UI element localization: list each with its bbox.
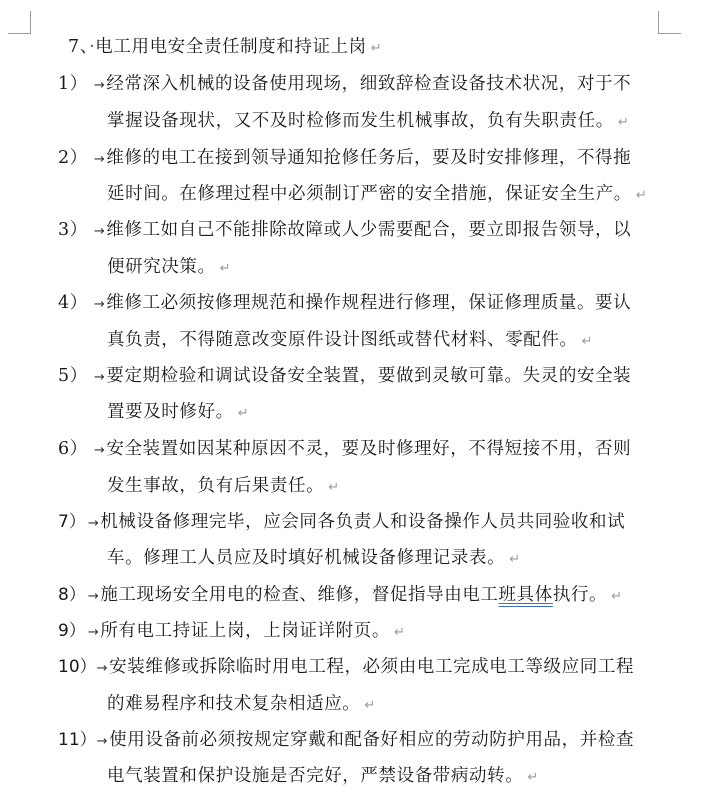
list-item-5-line-1 <box>58 364 631 390</box>
item-number: 8） <box>58 585 86 605</box>
item-text: 使用设备前必须按规定穿戴和配备好相应的劳动防护用品，并检查 <box>109 730 635 750</box>
list-item-6-line-2 <box>107 474 340 500</box>
paragraph-mark-icon: ↵ <box>527 770 539 785</box>
paragraph-mark-icon: ↵ <box>635 188 648 203</box>
item-number: 1） <box>58 74 88 94</box>
item-number: 11） <box>58 730 97 750</box>
item-text: 的难易程序和技术复杂相适应。 <box>107 694 361 714</box>
grammar-flagged-text[interactable]: 班具体 <box>498 585 553 605</box>
list-item-4-line-1 <box>58 291 631 317</box>
paragraph-mark-icon: ↵ <box>237 406 250 421</box>
item-text: 维修的电工在接到领导通知抢修任务后，要及时安排修理，不得拖 <box>106 148 632 168</box>
item-text: 置要及时修好。 <box>107 402 234 422</box>
tab-arrow-icon: → <box>93 443 106 458</box>
list-item-9-line-1 <box>58 619 405 645</box>
list-item-7-line-2 <box>107 546 521 572</box>
tab-arrow-icon: → <box>87 516 100 531</box>
tab-arrow-icon: → <box>96 661 109 676</box>
paragraph-mark-icon: ↵ <box>393 625 406 640</box>
item-text-tail: 执行。 <box>552 585 608 605</box>
list-item-11-line-1 <box>58 728 634 754</box>
tab-arrow-icon: → <box>87 589 100 604</box>
list-item-1-line-2 <box>107 109 629 135</box>
paragraph-mark-icon: ↵ <box>219 261 232 276</box>
item-text: 电气装置和保护设施是否完好，严禁设备带病动转。 <box>107 766 524 786</box>
item-text: 延时间。在修理过程中必须制订严密的安全措施，保证安全生产。 <box>107 184 632 204</box>
list-item-11-line-2 <box>107 764 539 790</box>
item-number: 9） <box>58 621 86 641</box>
item-number: 5） <box>58 366 88 386</box>
item-text: 经常深入机械的设备使用现场，细致辞检查设备技术状况，对于不 <box>106 74 632 94</box>
paragraph-mark-icon: ↵ <box>509 552 521 567</box>
item-text: 施工现场安全用电的检查、维修，督促指导由电工 <box>100 585 499 605</box>
paragraph-mark-icon: ↵ <box>364 698 376 713</box>
tab-arrow-icon: → <box>93 370 106 385</box>
list-item-8-line-1 <box>58 583 623 609</box>
list-item-10-line-2 <box>107 692 376 718</box>
tab-arrow-icon: → <box>96 734 109 749</box>
item-text: 机械设备修理完毕，应会同各负责人和设备操作人员共同验收和试 <box>100 512 626 532</box>
list-item-10-line-1 <box>58 655 634 681</box>
item-text: 掌握设备现状，又不及时检修而发生机械事故，负有失职责任。 <box>107 111 614 131</box>
list-item-6-line-1 <box>58 437 631 463</box>
list-item-1-line-1 <box>58 72 631 98</box>
space-marker: · <box>89 37 96 57</box>
item-text: 车。修理工人员应及时填好机械设备修理记录表。 <box>107 548 506 568</box>
item-text: 便研究决策。 <box>107 257 216 277</box>
item-number: 3） <box>58 220 88 240</box>
paragraph-mark-icon: ↵ <box>617 115 630 130</box>
section-heading <box>68 35 382 61</box>
item-text: 发生事故，负有后果责任。 <box>107 476 325 496</box>
item-text: 安装维修或拆除临时用电工程，必须由电工完成电工等级应同工程 <box>109 657 635 677</box>
list-item-2-line-1 <box>58 146 631 172</box>
item-text: 要定期检验和调试设备安全装置，要做到灵敏可靠。失灵的安全装 <box>106 366 632 386</box>
tab-arrow-icon: → <box>93 224 106 239</box>
item-text: 安全装置如因某种原因不灵，要及时修理好，不得短接不用，否则 <box>106 439 632 459</box>
list-item-4-line-2 <box>107 328 593 354</box>
item-text: 维修工如自己不能排除故障或人少需要配合，要立即报告领导，以 <box>106 220 632 240</box>
paragraph-mark-icon: ↵ <box>581 334 594 349</box>
list-item-7-line-1 <box>58 510 625 536</box>
tab-arrow-icon: → <box>93 152 106 167</box>
item-number: 4） <box>58 293 88 313</box>
item-number: 6） <box>58 439 88 459</box>
paragraph-mark-icon: ↵ <box>611 589 623 604</box>
list-item-2-line-2 <box>107 182 647 208</box>
item-number: 10） <box>58 657 97 677</box>
tab-arrow-icon: → <box>93 297 106 312</box>
list-item-3-line-1 <box>58 218 631 244</box>
item-number: 7） <box>58 512 86 532</box>
item-text: 所有电工持证上岗，上岗证详附页。 <box>100 621 390 641</box>
list-item-5-line-2 <box>107 400 249 426</box>
item-text: 真负责，不得随意改变原件设计图纸或替代材料、零配件。 <box>107 330 578 350</box>
heading-text: 电工用电安全责任制度和持证上岗 <box>95 37 367 57</box>
tab-arrow-icon: → <box>87 625 100 640</box>
paragraph-mark-icon: ↵ <box>328 480 340 495</box>
paragraph-mark-icon: ↵ <box>370 41 383 56</box>
item-text: 维修工必须按修理规范和操作规程进行修理，保证修理质量。要认 <box>106 293 632 313</box>
page-corner-mark-top-left <box>8 11 31 34</box>
page-corner-mark-top-right <box>658 11 681 34</box>
tab-arrow-icon: → <box>93 78 106 93</box>
list-item-3-line-2 <box>107 255 231 281</box>
item-number: 2） <box>58 148 88 168</box>
heading-number: 7、 <box>68 37 90 57</box>
